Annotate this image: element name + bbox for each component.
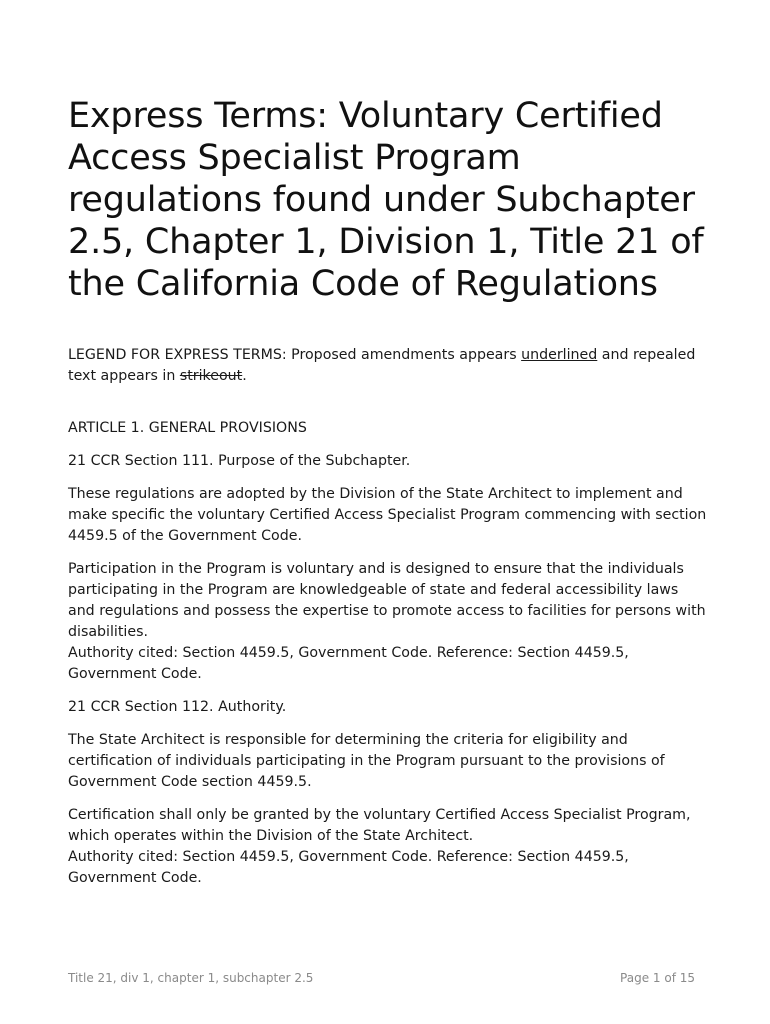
legend-suffix: . (242, 368, 247, 384)
section-111-paragraph-2: Participation in the Program is voluntary and is designed to ensure that the individuals participating in the Program are knowledgeable of state and federal accessibility laws and regulations and possess the expertise to promote access to facilities for persons with disabilities. (68, 561, 706, 640)
legend-middle: and repealed text appears in (68, 347, 696, 384)
legend (68, 345, 708, 387)
page-footer (68, 971, 695, 985)
document-title: Express Terms: Voluntary Certified Access Specialist Program regulations found under Subchapter 2.5, Chapter 1, Division 1, Title 21 of the California Code of Regulations (68, 96, 704, 304)
legend-strikeout-sample: strikeout (179, 368, 243, 384)
section-112-paragraph-1: The State Architect is responsible for determining the criteria for eligibility and certification of individuals participating in the Program pursuant to the provisions of Government Code section 4459.5. (68, 732, 665, 790)
section-111-heading: 21 CCR Section 111. Purpose of the Subchapter. (68, 453, 411, 469)
section-112-paragraph-2: Certification shall only be granted by the voluntary Certified Access Specialist Program, which operates within the Division of the State Architect. (68, 807, 691, 844)
section-112-heading: 21 CCR Section 112. Authority. (68, 699, 287, 715)
section-111-paragraph-1: These regulations are adopted by the Division of the State Architect to implement and make specific the voluntary Certified Access Specialist Program commencing with section 4459.5 of the Government Code. (68, 486, 707, 544)
page-number: Page 1 of 15 (620, 971, 695, 985)
document-page (68, 95, 708, 889)
footer-citation: Title 21, div 1, chapter 1, subchapter 2.5 (68, 971, 314, 985)
section-111-authority: Authority cited: Section 4459.5, Government Code. Reference: Section 4459.5, Government Code. (68, 645, 629, 682)
legend-underlined-sample: underlined (521, 347, 598, 363)
article-heading: ARTICLE 1. GENERAL PROVISIONS (68, 420, 307, 436)
legend-prefix: LEGEND FOR EXPRESS TERMS: Proposed amendments appears (68, 347, 522, 363)
section-112-authority: Authority cited: Section 4459.5, Government Code. Reference: Section 4459.5, Government Code. (68, 849, 629, 886)
